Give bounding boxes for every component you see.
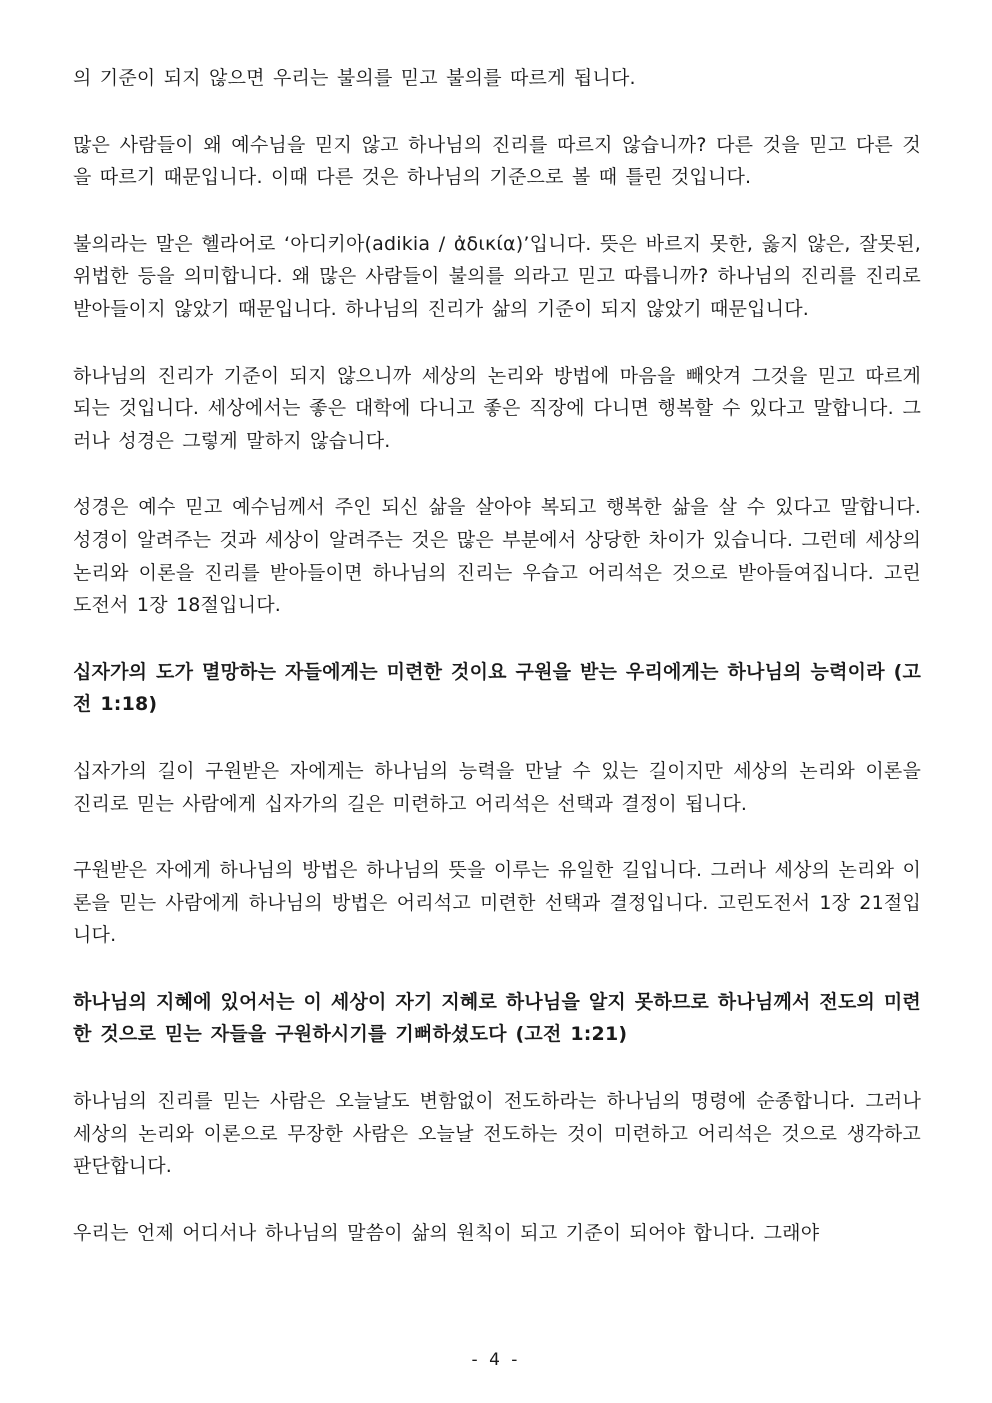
paragraph: 많은 사람들이 왜 예수님을 믿지 않고 하나님의 진리를 따르지 않습니까? 다른 것을 믿고 다른 것을 따르기 때문입니다. 이때 다른 것은 하나님의 기준으로 볼 때 틀린 것입니다. (73, 133, 921, 189)
paragraph: 불의라는 말은 헬라어로 ‘아디키아(adikia / ἀδικία)’입니다. 뜻은 바르지 못한, 옳지 않은, 잘못된, 위법한 등을 의미합니다. 왜 많은 사람들이 불의를 의라고 믿고 따릅니까? 하나님의 진리를 진리로 받아들이지 않았기 때문입니다. 하나님의 진리가 삶의 기준이 되지 않았기 때문입니다. (73, 232, 921, 320)
document-page (73, 62, 921, 1283)
paragraph: 십자가의 길이 구원받은 자에게는 하나님의 능력을 만날 수 있는 길이지만 세상의 논리와 이론을 진리로 믿는 사람에게 십자가의 길은 미련하고 어리석은 선택과 결정이 됩니다. (73, 759, 921, 815)
paragraph: 의 기준이 되지 않으면 우리는 불의를 믿고 불의를 따르게 됩니다. (73, 67, 636, 89)
paragraph: 구원받은 자에게 하나님의 방법은 하나님의 뜻을 이루는 유일한 길입니다. 그러나 세상의 논리와 이론을 믿는 사람에게 하나님의 방법은 어리석고 미련한 선택과 결정입니다. 고린도전서 1장 21절입니다. (73, 859, 921, 947)
paragraph: 하나님의 진리를 믿는 사람은 오늘날도 변함없이 전도하라는 하나님의 명령에 순종합니다. 그러나 세상의 논리와 이론으로 무장한 사람은 오늘날 전도하는 것이 미련하고 어리석은 것으로 생각하고 판단합니다. (73, 1090, 921, 1178)
page-number: - 4 - (471, 1350, 521, 1370)
paragraph: 하나님의 진리가 기준이 되지 않으니까 세상의 논리와 방법에 마음을 빼앗겨 그것을 믿고 따르게 되는 것입니다. 세상에서는 좋은 대학에 다니고 좋은 직장에 다니면 행복할 수 있다고 말합니다. 그러나 성경은 그렇게 말하지 않습니다. (73, 364, 921, 452)
scripture-quote: 하나님의 지혜에 있어서는 이 세상이 자기 지혜로 하나님을 알지 못하므로 하나님께서 전도의 미련한 것으로 믿는 자들을 구원하시기를 기뻐하셨도다 (고전 1:21) (73, 990, 921, 1046)
paragraph: 성경은 예수 믿고 예수님께서 주인 되신 삶을 살아야 복되고 행복한 삶을 살 수 있다고 말합니다. 성경이 알려주는 것과 세상이 알려주는 것은 많은 부분에서 상당한 차이가 있습니다. 그런데 세상의 논리와 이론을 진리를 받아들이면 하나님의 진리는 우습고 어리석은 것으로 받아들여집니다. 고린도전서 1장 18절입니다. (73, 496, 921, 617)
paragraph: 우리는 언제 어디서나 하나님의 말씀이 삶의 원칙이 되고 기준이 되어야 합니다. 그래야 (73, 1221, 820, 1244)
scripture-quote: 십자가의 도가 멸망하는 자들에게는 미련한 것이요 구원을 받는 우리에게는 하나님의 능력이라 (고전 1:18) (73, 660, 922, 716)
